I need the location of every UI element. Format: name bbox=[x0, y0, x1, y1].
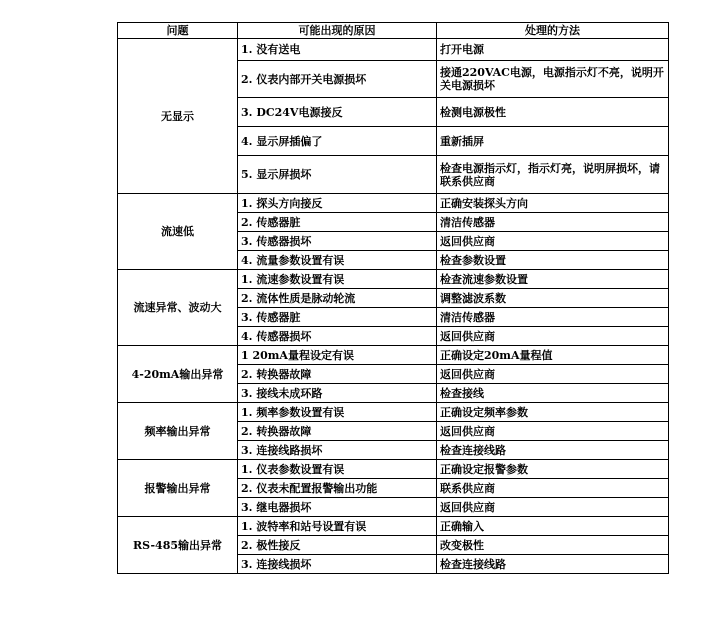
table-header-row bbox=[118, 23, 669, 39]
solution-cell: 调整滤波系数 bbox=[437, 289, 669, 308]
solution-cell: 改变极性 bbox=[437, 536, 669, 555]
solution-cell: 检查连接线路 bbox=[437, 441, 669, 460]
cause-cell: 2. 仪表内部开关电源损坏 bbox=[238, 61, 437, 98]
solution-cell: 返回供应商 bbox=[437, 232, 669, 251]
solution-cell: 检查参数设置 bbox=[437, 251, 669, 270]
cause-cell: 3. 继电器损坏 bbox=[238, 498, 437, 517]
cause-cell: 2. 传感器脏 bbox=[238, 213, 437, 232]
header-cause: 可能出现的原因 bbox=[238, 23, 437, 39]
problem-cell: 4-20mA输出异常 bbox=[118, 346, 238, 403]
cause-cell: 3. 连接线路损坏 bbox=[238, 441, 437, 460]
cause-cell: 3. 连接线损坏 bbox=[238, 555, 437, 574]
solution-cell: 清洁传感器 bbox=[437, 213, 669, 232]
cause-cell: 2. 转换器故障 bbox=[238, 365, 437, 384]
cause-cell: 1. 流速参数设置有误 bbox=[238, 270, 437, 289]
problem-cell: 报警输出异常 bbox=[118, 460, 238, 517]
cause-cell: 1. 仪表参数设置有误 bbox=[238, 460, 437, 479]
table-row bbox=[118, 346, 669, 365]
solution-cell: 检测电源极性 bbox=[437, 98, 669, 127]
table-row bbox=[118, 194, 669, 213]
cause-cell: 1. 波特率和站号设置有误 bbox=[238, 517, 437, 536]
cause-cell: 2. 极性接反 bbox=[238, 536, 437, 555]
cause-cell: 2. 转换器故障 bbox=[238, 422, 437, 441]
cause-cell: 5. 显示屏损坏 bbox=[238, 156, 437, 194]
solution-cell: 返回供应商 bbox=[437, 422, 669, 441]
table-row bbox=[118, 39, 669, 61]
header-problem: 问题 bbox=[118, 23, 238, 39]
cause-cell: 2. 仪表未配置报警输出功能 bbox=[238, 479, 437, 498]
solution-cell: 清洁传感器 bbox=[437, 308, 669, 327]
solution-cell: 正确设定20mA量程值 bbox=[437, 346, 669, 365]
cause-cell: 1. 没有送电 bbox=[238, 39, 437, 61]
cause-cell: 1. 频率参数设置有误 bbox=[238, 403, 437, 422]
solution-cell: 检查连接线路 bbox=[437, 555, 669, 574]
cause-cell: 1. 探头方向接反 bbox=[238, 194, 437, 213]
problem-cell: 频率输出异常 bbox=[118, 403, 238, 460]
solution-cell: 正确安装探头方向 bbox=[437, 194, 669, 213]
cause-cell: 4. 显示屏插偏了 bbox=[238, 127, 437, 156]
troubleshooting-table bbox=[117, 22, 669, 574]
solution-cell: 返回供应商 bbox=[437, 365, 669, 384]
problem-cell: 流速低 bbox=[118, 194, 238, 270]
solution-cell: 打开电源 bbox=[437, 39, 669, 61]
cause-cell: 3. 传感器脏 bbox=[238, 308, 437, 327]
cause-cell: 4. 流量参数设置有误 bbox=[238, 251, 437, 270]
solution-cell: 检查电源指示灯，指示灯亮，说明屏损坏，请联系供应商 bbox=[437, 156, 669, 194]
problem-cell: 流速异常、波动大 bbox=[118, 270, 238, 346]
solution-cell: 联系供应商 bbox=[437, 479, 669, 498]
header-solution: 处理的方法 bbox=[437, 23, 669, 39]
solution-cell: 返回供应商 bbox=[437, 327, 669, 346]
solution-cell: 正确设定频率参数 bbox=[437, 403, 669, 422]
cause-cell: 1 20mA量程设定有误 bbox=[238, 346, 437, 365]
solution-cell: 接通220VAC电源，电源指示灯不亮，说明开关电源损坏 bbox=[437, 61, 669, 98]
table-row bbox=[118, 517, 669, 536]
solution-cell: 检查流速参数设置 bbox=[437, 270, 669, 289]
cause-cell: 3. 接线未成环路 bbox=[238, 384, 437, 403]
solution-cell: 重新插屏 bbox=[437, 127, 669, 156]
table-row bbox=[118, 460, 669, 479]
solution-cell: 正确输入 bbox=[437, 517, 669, 536]
problem-cell: RS-485输出异常 bbox=[118, 517, 238, 574]
solution-cell: 检查接线 bbox=[437, 384, 669, 403]
cause-cell: 3. 传感器损坏 bbox=[238, 232, 437, 251]
table-row bbox=[118, 270, 669, 289]
solution-cell: 返回供应商 bbox=[437, 498, 669, 517]
problem-cell: 无显示 bbox=[118, 39, 238, 194]
cause-cell: 2. 流体性质是脉动轮流 bbox=[238, 289, 437, 308]
cause-cell: 4. 传感器损坏 bbox=[238, 327, 437, 346]
solution-cell: 正确设定报警参数 bbox=[437, 460, 669, 479]
cause-cell: 3. DC24V电源接反 bbox=[238, 98, 437, 127]
table-row bbox=[118, 403, 669, 422]
